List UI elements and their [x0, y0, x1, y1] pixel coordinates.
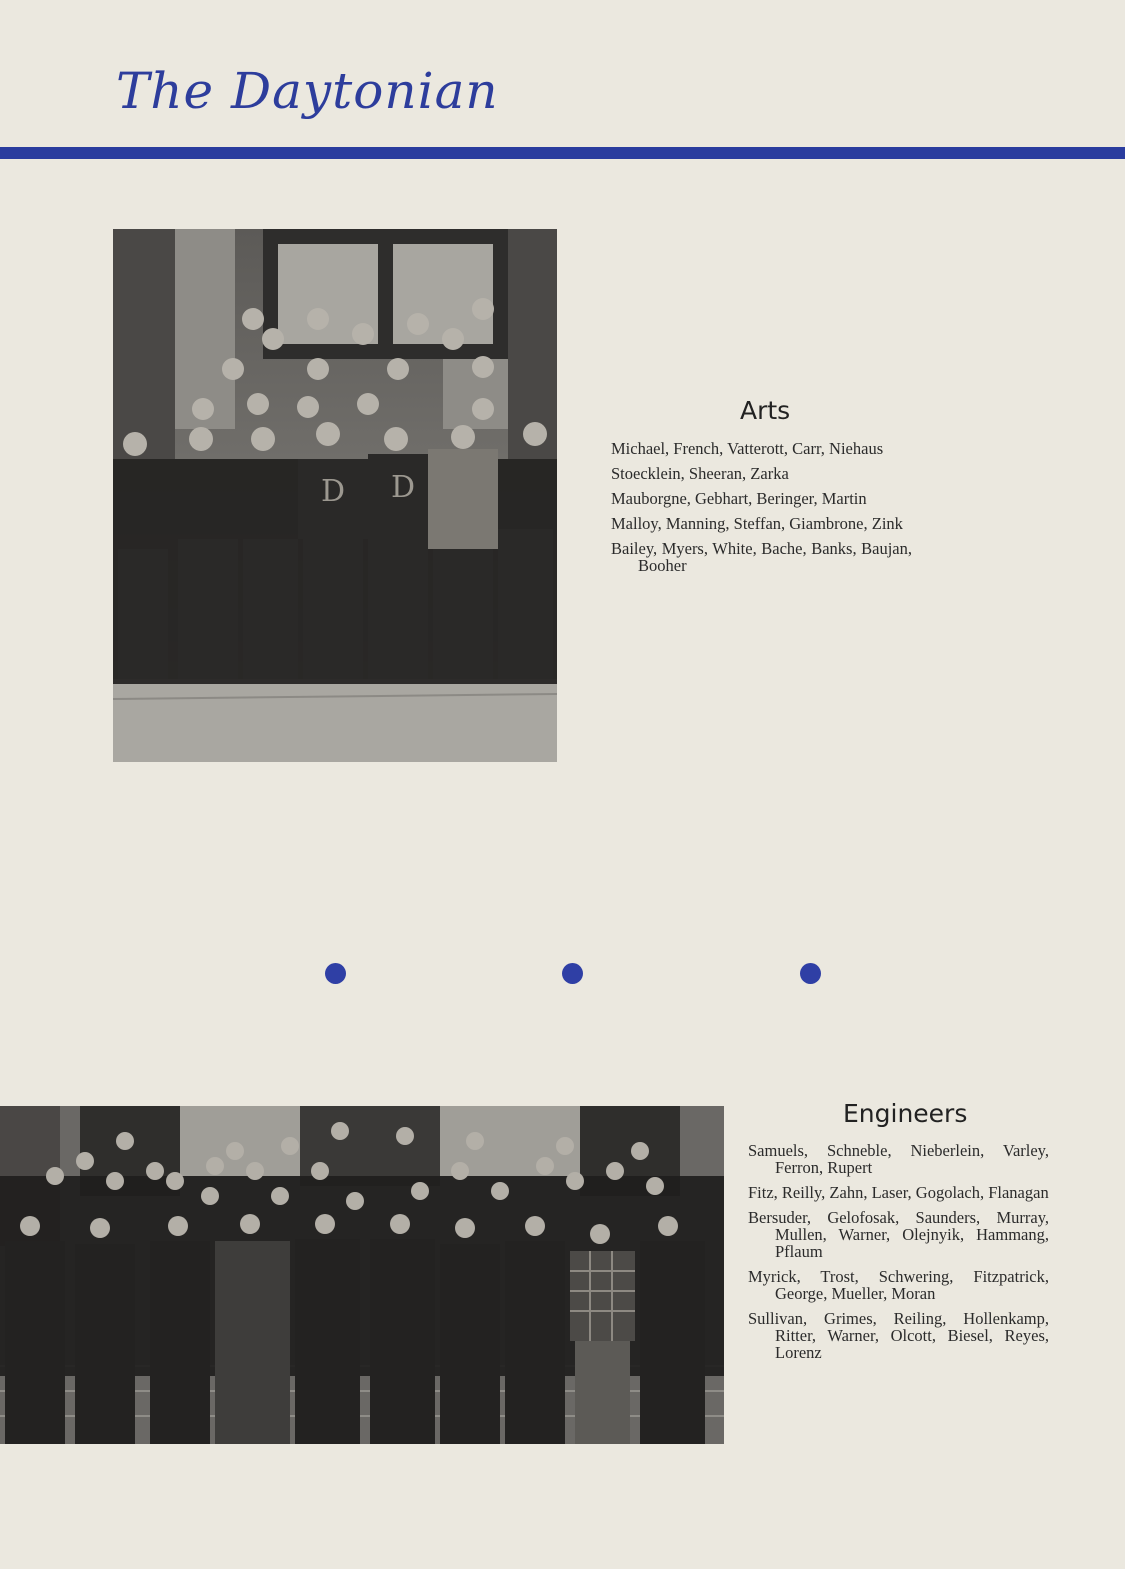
list-item: Bersuder, Gelofosak, Saunders, Murray, Mullen, Warner, Olejnyik, Hammang, Pflaum — [748, 1208, 1049, 1261]
header-rule — [0, 147, 1125, 159]
list-item: Bailey, Myers, White, Bache, Banks, Baujan, Booher — [611, 539, 912, 575]
list-item: Malloy, Manning, Steffan, Giambrone, Zink — [611, 514, 903, 533]
list-item: Fitz, Reilly, Zahn, Laser, Gogolach, Flanagan — [748, 1183, 1049, 1202]
list-item: Myrick, Trost, Schwering, Fitzpatrick, George, Mueller, Moran — [748, 1267, 1049, 1303]
list-item: Samuels, Schneble, Nieberlein, Varley, Ferron, Rupert — [748, 1141, 1049, 1177]
arts-heading: Arts — [740, 396, 791, 425]
divider-dot — [562, 963, 583, 984]
divider-dot — [800, 963, 821, 984]
svg-text:D: D — [320, 474, 346, 509]
arts-group-photo — [113, 229, 557, 762]
divider-dot — [325, 963, 346, 984]
list-item: Michael, French, Vatterott, Carr, Niehaus — [611, 439, 884, 458]
list-item: Stoecklein, Sheeran, Zarka — [611, 464, 789, 483]
engineers-group-photo — [0, 1106, 724, 1444]
page-header-title: The Daytonian — [116, 62, 499, 120]
arts-name-list — [611, 440, 912, 582]
svg-text:D: D — [390, 470, 416, 505]
engineers-name-list — [748, 1142, 1049, 1369]
list-item: Sullivan, Grimes, Reiling, Hollenkamp, Ritter, Warner, Olcott, Biesel, Reyes, Lorenz — [748, 1309, 1049, 1362]
engineers-heading: Engineers — [843, 1099, 968, 1128]
list-item: Mauborgne, Gebhart, Beringer, Martin — [611, 489, 867, 508]
